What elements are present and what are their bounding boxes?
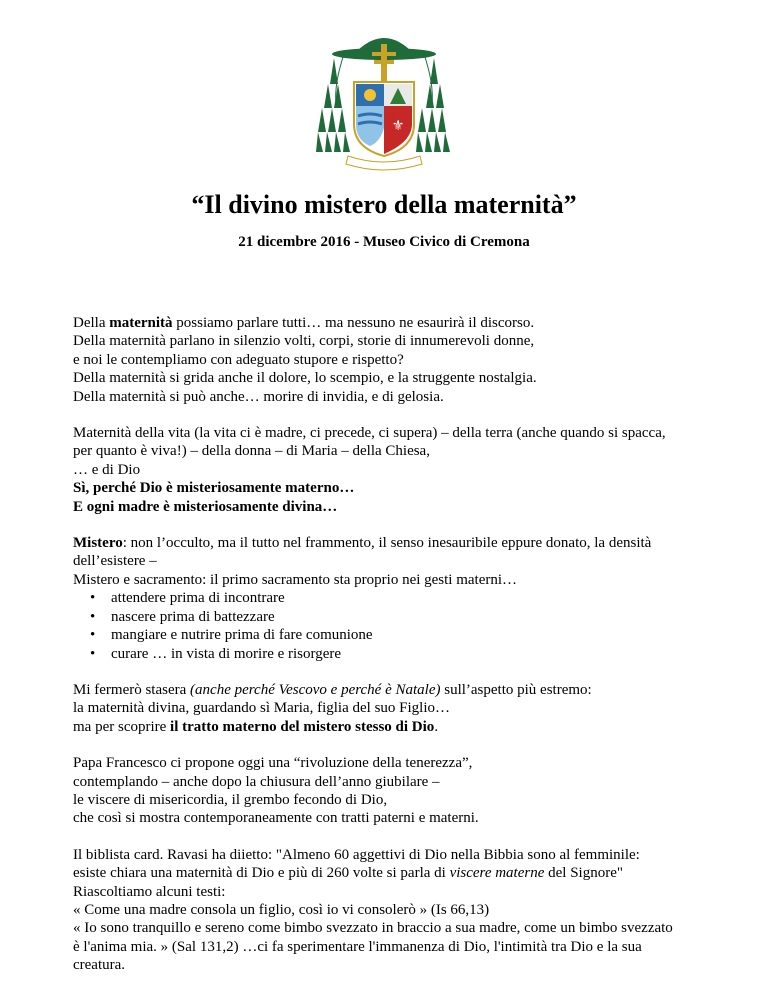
paragraph-line: le viscere di misericordia, il grembo fecondo di Dio, — [73, 791, 388, 808]
text-run: ma per scoprire — [73, 718, 171, 735]
list-item: • attendere prima di incontrare — [73, 589, 723, 607]
list-item: • mangiare e nutrire prima di fare comunione — [73, 626, 723, 644]
text-run: il tratto materno del mistero stesso di Dio — [170, 718, 435, 735]
paragraph-line: … e di Dio — [73, 461, 141, 478]
text-run: Sì, perché Dio è misteriosamente materno… — [73, 480, 355, 497]
text-run: Della — [73, 315, 110, 331]
paragraph-line: Della maternità parlano in silenzio volti, corpi, storie di innumerevoli donne, — [73, 333, 535, 350]
text-run: Mistero — [73, 535, 123, 552]
paragraph-line: contemplando – anche dopo la chiusura dell’anno giubilare – — [73, 773, 440, 790]
svg-text:⚜: ⚜ — [391, 118, 405, 134]
paragraph-line: dell’esistere – — [73, 553, 157, 570]
text-run: (anche perché Vescovo e perché è Natale) — [190, 681, 441, 698]
paragraph-line: Della maternità si grida anche il dolore, lo scempio, e la struggente nostalgia. — [73, 370, 537, 387]
paragraph-line: e noi le contempliamo con adeguato stupore e rispetto? — [73, 351, 404, 368]
document-subtitle: 21 dicembre 2016 - Museo Civico di Cremona — [238, 234, 530, 250]
paragraph-line: che così si mostra contemporaneamente con tratti paterni e materni. — [73, 810, 479, 827]
paragraph-line — [73, 534, 723, 552]
text-run: possiamo parlare tutti… ma nessuno ne esaurirà il discorso. — [172, 315, 535, 331]
document-title: “Il divino mistero della maternità” — [191, 190, 577, 219]
paragraph-line: Riascoltiamo alcuni testi: — [73, 883, 226, 900]
text-run: viscere materne — [449, 865, 545, 882]
paragraph-line: Papa Francesco ci propone oggi una “rivoluzione della tenerezza”, — [73, 755, 473, 772]
paragraph-line — [73, 314, 723, 332]
text-run: : non l’occulto, ma il tutto nel frammento, il senso inesauribile eppure donato, la densità — [122, 535, 652, 552]
paragraph-line — [73, 498, 723, 516]
text-run: . — [434, 718, 439, 735]
paragraph-line: Della maternità si può anche… morire di invidia, e di gelosia. — [73, 388, 444, 405]
text-run: sull’aspetto più estremo: — [440, 681, 592, 698]
paragraph-line — [73, 864, 723, 882]
paragraph-line — [73, 681, 723, 699]
paragraph-line: « Come una madre consola un figlio, così io vi consolerò » (Is 66,13) — [73, 901, 490, 918]
paragraph-line: creatura. — [73, 957, 126, 974]
text-run: maternità — [109, 315, 173, 331]
list-item: • nascere prima di battezzare — [73, 608, 723, 626]
paragraph-line — [73, 479, 723, 497]
coat-of-arms — [314, 24, 454, 174]
paragraph-line: Mistero e sacramento: il primo sacramento sta proprio nei gesti materni… — [73, 571, 518, 588]
text-run: del Signore" — [544, 865, 624, 882]
paragraph-line — [73, 718, 723, 736]
paragraph-line: la maternità divina, guardando sì Maria, figlia del suo Figlio… — [73, 700, 450, 717]
list-item: • curare … in vista di morire e risorgere — [73, 645, 723, 663]
document-body — [73, 314, 723, 975]
paragraph-line: Il biblista card. Ravasi ha diietto: "Almeno 60 aggettivi di Dio nella Bibbia sono al femminile: — [73, 846, 640, 863]
text-run: Mi fermerò stasera — [73, 681, 191, 698]
text-run: E ogni madre è misteriosamente divina… — [73, 498, 338, 515]
paragraph-line: « Io sono tranquillo e sereno come bimbo svezzato in braccio a sua madre, come un bimbo svezzato — [73, 920, 673, 937]
bullet-list — [73, 589, 723, 663]
paragraph-line: Maternità della vita (la vita ci è madre, ci precede, ci supera) – della terra (anche quando si spacca, — [73, 425, 666, 442]
paragraph-line: è l'anima mia. » (Sal 131,2) …ci fa sperimentare l'immanenza di Dio, l'intimità tra Dio e la sua — [73, 938, 642, 955]
paragraph-line: per quanto è viva!) – della donna – di Maria – della Chiesa, — [73, 443, 430, 460]
text-run: esiste chiara una maternità di Dio e più di 260 volte si parla di — [73, 865, 450, 882]
